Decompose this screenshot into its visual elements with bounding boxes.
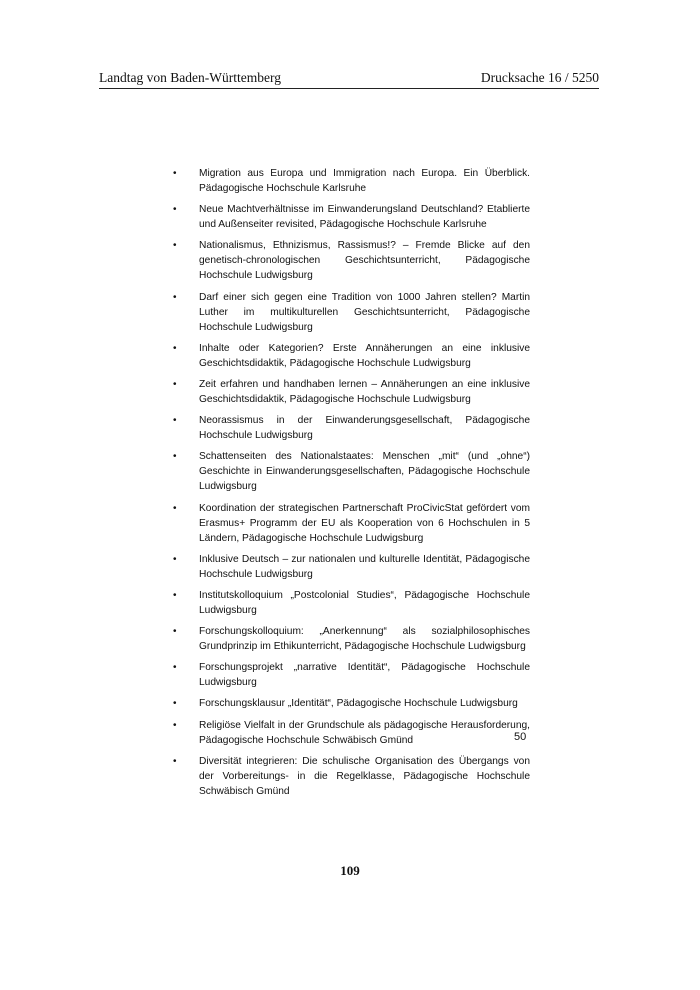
list-item-text: Neue Machtverhältnisse im Einwanderungsland Deutschland? Etablierte und Außenseiter revisited, Pädagogische Hochschule Karlsruhe (199, 204, 530, 231)
list-item-text: Forschungsklausur „Identität“, Pädagogische Hochschule Ludwigsburg (199, 698, 518, 710)
list-item-text: Religiöse Vielfalt in der Grundschule als pädagogische Herausforderung, Pädagogische Hochschule Schwäbisch Gmünd (199, 719, 530, 746)
bullet-icon: • (173, 415, 177, 427)
list-item-text: Zeit erfahren und handhaben lernen – Annäherungen an eine inklusive Geschichtsdidaktik, Pädagogische Hochschule Ludwigsburg (199, 378, 530, 405)
bullet-icon: • (173, 719, 177, 731)
bullet-icon: • (173, 626, 177, 638)
bullet-icon: • (173, 378, 177, 390)
page-number: 109 (340, 863, 360, 878)
bullet-icon: • (173, 240, 177, 252)
list-item-text: Koordination der strategischen Partnerschaft ProCivicStat gefördert vom Erasmus+ Programm der EU als Kooperation von 6 Hochschulen in 5 Ländern, Pädagogische Hochschule Ludwigsburg (199, 502, 530, 544)
list-item-text: Inhalte oder Kategorien? Erste Annäherungen an eine inklusive Geschichtsdidaktik, Pädagogische Hochschule Ludwigsburg (199, 342, 530, 369)
list-item-text: Nationalismus, Ethnizismus, Rassismus!? – Fremde Blicke auf den genetisch-chronologischen Geschichtsunterricht, Pädagogische Hochschule Ludwigsburg (199, 240, 530, 282)
bullet-icon: • (173, 502, 177, 514)
bullet-icon: • (173, 451, 177, 463)
list-item-text: Darf einer sich gegen eine Tradition von 1000 Jahren stellen? Martin Luther im multikulturellen Geschichtsunterricht, Pädagogische Hochschule Ludwigsburg (199, 291, 530, 333)
list-item-text: Diversität integrieren: Die schulische Organisation des Übergangs von der Vorbereitungs- in die Regelklasse, Pädagogische Hochschule Schwäbisch Gmünd (199, 755, 530, 797)
bullet-icon: • (173, 204, 177, 216)
list-item (170, 166, 530, 196)
list-item-text: Forschungskolloquium: „Anerkennung“ als sozialphilosophisches Grundprinzip im Ethikunterricht, Pädagogische Hochschule Ludwigsburg (199, 626, 530, 653)
list-item (170, 413, 530, 443)
page-header (99, 70, 599, 89)
list-item (170, 754, 530, 799)
document-number: Drucksache 16 / 5250 (480, 70, 599, 85)
inner-page-number: 50 (514, 731, 527, 743)
list-item (170, 624, 530, 654)
list-item (170, 696, 530, 711)
bullet-icon: • (173, 589, 177, 601)
bullet-icon: • (173, 553, 177, 565)
bullet-icon: • (173, 662, 177, 674)
bullet-icon: • (173, 291, 177, 303)
list-item (170, 588, 530, 618)
bullet-icon: • (173, 342, 177, 354)
list-item (170, 660, 530, 690)
list-item (170, 501, 530, 546)
list-item (170, 290, 530, 335)
list-item (170, 718, 530, 748)
bullet-icon: • (173, 698, 177, 710)
list-item (170, 449, 530, 494)
list-item-text: Neorassismus in der Einwanderungsgesellschaft, Pädagogische Hochschule Ludwigsburg (199, 415, 530, 442)
list-item (170, 552, 530, 582)
list-item (170, 377, 530, 407)
bullet-list (170, 166, 530, 805)
list-item (170, 202, 530, 232)
list-item-text: Inklusive Deutsch – zur nationalen und kulturelle Identität, Pädagogische Hochschule Ludwigsburg (199, 553, 530, 580)
list-item-text: Forschungsprojekt „narrative Identität“, Pädagogische Hochschule Ludwigsburg (199, 662, 530, 689)
header-title: Landtag von Baden-Württemberg (99, 70, 281, 85)
list-item-text: Schattenseiten des Nationalstaates: Menschen „mit“ (und „ohne“) Geschichte in Einwanderungsgesellschaften, Pädagogische Hochschule Ludwigsburg (199, 451, 530, 493)
bullet-icon: • (173, 755, 177, 767)
list-item-text: Institutskolloquium „Postcolonial Studies“, Pädagogische Hochschule Ludwigsburg (199, 589, 530, 616)
list-item (170, 341, 530, 371)
list-item (170, 238, 530, 283)
bullet-icon: • (173, 168, 177, 179)
list-item-text: Migration aus Europa und Immigration nach Europa. Ein Überblick. Pädagogische Hochschule Karlsruhe (199, 168, 530, 194)
